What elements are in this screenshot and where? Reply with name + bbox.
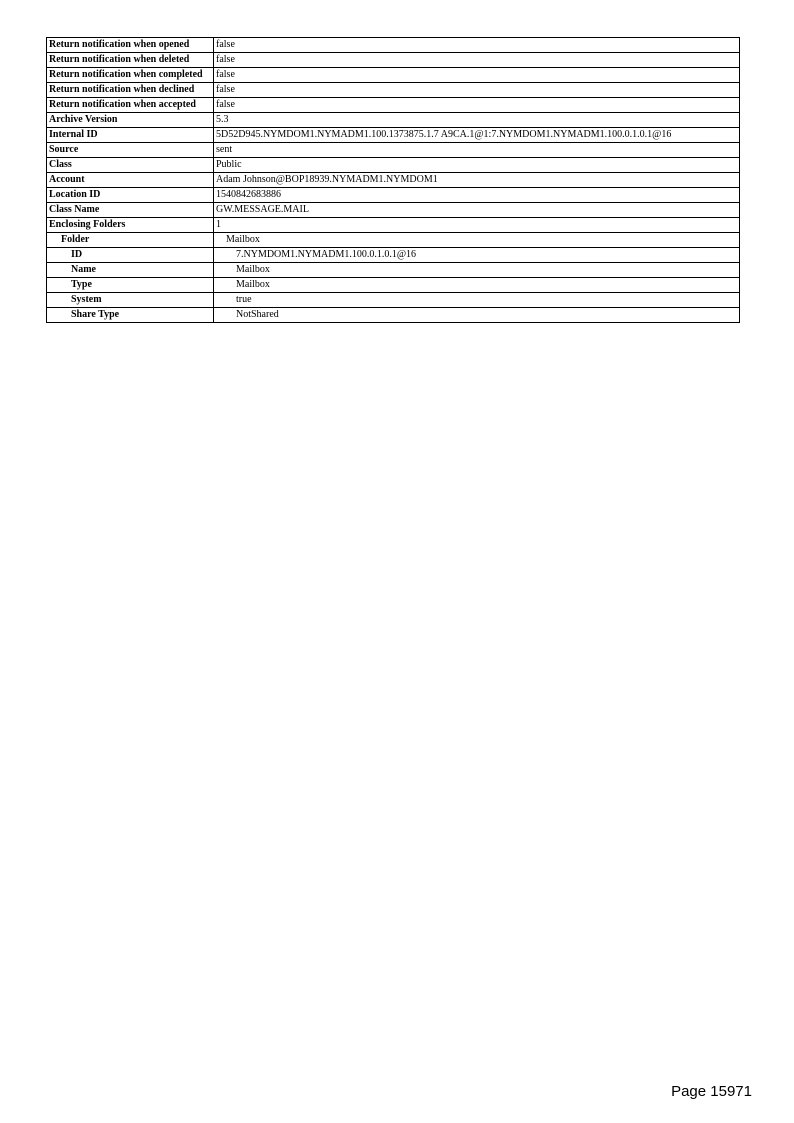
property-value: Mailbox xyxy=(214,233,740,248)
property-name: Class xyxy=(47,158,214,173)
property-name: Enclosing Folders xyxy=(47,218,214,233)
table-row xyxy=(47,128,740,143)
table-row xyxy=(47,203,740,218)
property-value: false xyxy=(214,83,740,98)
table-row xyxy=(47,38,740,53)
property-name: Source xyxy=(47,143,214,158)
property-value: Mailbox xyxy=(214,278,740,293)
property-value: false xyxy=(214,98,740,113)
table-row xyxy=(47,233,740,248)
table-row xyxy=(47,218,740,233)
property-value: Adam Johnson@BOP18939.NYMADM1.NYMDOM1 xyxy=(214,173,740,188)
property-value: false xyxy=(214,38,740,53)
property-value: sent xyxy=(214,143,740,158)
property-name: System xyxy=(47,293,214,308)
property-value: true xyxy=(214,293,740,308)
property-name: Archive Version xyxy=(47,113,214,128)
properties-table xyxy=(46,37,740,323)
property-name: ID xyxy=(47,248,214,263)
property-name: Location ID xyxy=(47,188,214,203)
table-row xyxy=(47,293,740,308)
property-name: Name xyxy=(47,263,214,278)
property-name: Folder xyxy=(47,233,214,248)
table-row xyxy=(47,83,740,98)
property-name: Return notification when declined xyxy=(47,83,214,98)
property-name: Return notification when accepted xyxy=(47,98,214,113)
property-value: Public xyxy=(214,158,740,173)
table-row xyxy=(47,248,740,263)
table-row xyxy=(47,278,740,293)
table-row xyxy=(47,113,740,128)
table-row xyxy=(47,158,740,173)
table-row xyxy=(47,53,740,68)
table-row xyxy=(47,308,740,323)
property-name: Class Name xyxy=(47,203,214,218)
property-value: GW.MESSAGE.MAIL xyxy=(214,203,740,218)
property-name: Account xyxy=(47,173,214,188)
property-value: false xyxy=(214,53,740,68)
property-name: Return notification when opened xyxy=(47,38,214,53)
table-row xyxy=(47,98,740,113)
table-row xyxy=(47,143,740,158)
property-name: Share Type xyxy=(47,308,214,323)
property-name: Internal ID xyxy=(47,128,214,143)
property-name: Type xyxy=(47,278,214,293)
property-value: 1540842683886 xyxy=(214,188,740,203)
property-value: NotShared xyxy=(214,308,740,323)
table-row xyxy=(47,188,740,203)
property-value: false xyxy=(214,68,740,83)
table-row xyxy=(47,68,740,83)
table-row xyxy=(47,263,740,278)
property-value: Mailbox xyxy=(214,263,740,278)
property-value: 7.NYMDOM1.NYMADM1.100.0.1.0.1@16 xyxy=(214,248,740,263)
property-name: Return notification when deleted xyxy=(47,53,214,68)
page-number: Page 15971 xyxy=(671,1083,752,1100)
property-value: 5.3 xyxy=(214,113,740,128)
property-value: 5D52D945.NYMDOM1.NYMADM1.100.1373875.1.7 A9CA.1@1:7.NYMDOM1.NYMADM1.100.0.1.0.1@16 xyxy=(214,128,740,143)
property-value: 1 xyxy=(214,218,740,233)
property-name: Return notification when completed xyxy=(47,68,214,83)
table-row xyxy=(47,173,740,188)
